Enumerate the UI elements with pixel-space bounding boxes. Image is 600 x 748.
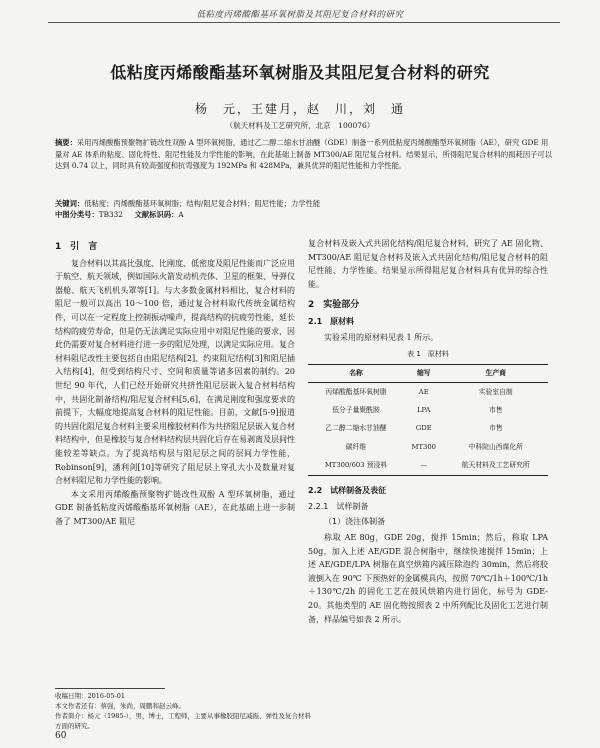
footnote-rule	[55, 688, 165, 689]
intro-paragraph-2-continued: 复合材料及嵌入式共固化结构/阻尼复合材料，研究了 AE 固化物、MT300/AE 阻尼复合材料及嵌入式共固化结构/阻尼复合材料的阻尼性能、力学性能。结果显示所得阻尼复合材料具有优异的综合性能。	[308, 239, 548, 289]
table-cell: GDE	[415, 424, 432, 433]
experimental-heading: 2 实验部分	[308, 300, 360, 311]
table-row	[308, 438, 548, 456]
table-cell: AE	[418, 387, 429, 396]
keywords-block	[55, 198, 552, 220]
materials-table	[308, 364, 548, 476]
footnote-received: 收稿日期：2016-05-01	[55, 692, 125, 700]
keywords-label: 关键词：	[55, 199, 85, 208]
abstract	[55, 137, 552, 172]
abstract-label: 摘要：	[55, 138, 77, 147]
table-cell: 丙烯酸酯基环氧树脂	[325, 387, 387, 396]
affiliation: （航天材料及工艺研究所，北京 100076）	[225, 121, 375, 130]
table-cell: 碳纤维	[345, 442, 367, 451]
raw-materials-heading: 2.1 原材料	[308, 316, 355, 326]
authors: 杨 元，王建月，赵 川，刘 通	[194, 102, 405, 116]
intro-paragraph-1: 复合材料以其高比强度、比刚度、低密度及阻尼性能而广泛应用于航空、航天领域，例如国际火箭发动机壳体、卫星的框架、导弹仪器舱、航天飞机机头罩等[1]。与大多数金属材料相比，复合材料的阻尼一般可以高出 10～100 倍，通过复合材料取代传统金属结构件，可以在一定程度上控制振动噪声，提高结构的抗疲劳性能，延长结构的疲劳寿命，但是仍无法满足实际应用中对阻尼性能的要求，因此仍需要对复合材料进行进一步的阻尼处理，以满足实际应用。复合材料阻尼改性主要包括自由阻尼结构[2]、约束阻尼结构[3]和阻尼插入结构[4]，但受到结构尺寸、空间和质量等诸多因素的制约。20 世纪 90 年代，人们已经开始研究共挤性阻尼层嵌入复合材料结构中，共固化制备结构/阻尼复合材料[5,6]，在满足刚度和强度要求的前提下，大幅度地提高复合材料的阻尼性能。目前，文献[5-9]报道的共固化阻尼复合材料主要采用橡胶材料作为共挤阻尼层嵌入复合材料结构中，但是橡胶与复合材料结构层共固化后存在易剥离及层间性能较差等缺点。为了提高结构层与阻尼层之间的层间力学性能，Robinson[9]，潘利剑[10]等研究了阻尼层上穿孔大小及数量对复合材料阻尼和力学性能的影响。	[55, 258, 295, 486]
preparation-heading: 2.2 试样制备及表征	[308, 486, 387, 496]
table-header: 缩写	[404, 364, 444, 383]
table-cell: 低分子量聚酰胺	[332, 406, 380, 415]
table-header: 名称	[308, 364, 404, 383]
table-cell: MT300/603 预浸料	[308, 457, 404, 476]
table-cell: —	[404, 457, 444, 476]
table-row	[308, 383, 548, 402]
doc-code-label: 文献标识码：	[134, 210, 179, 219]
right-column	[308, 237, 548, 626]
table-cell: 市售	[488, 406, 503, 415]
clc-label: 中图分类号：	[55, 210, 99, 219]
page-number: 60	[55, 731, 67, 741]
table-cell: 乙二醇二缩水甘油醚	[325, 424, 387, 433]
running-head: 低粘度丙烯酸酯基环氧树脂及其阻尼复合材料的研究	[196, 10, 404, 20]
casting-subheading: （1）浇注体制备	[324, 517, 386, 527]
header-rule	[48, 22, 560, 23]
table-cell: MT300	[411, 442, 436, 451]
footnotes	[55, 691, 315, 731]
keywords-text: 低粘度；丙烯酸酯基环氧树脂；结构/阻尼复合材料；阻尼性能；力学性能	[84, 199, 321, 208]
table-cell: 中科院山西煤化所	[468, 442, 523, 451]
abstract-text: 采用丙烯酸酯预聚物扩链改性双酚 A 型环氧树脂，通过乙二醇二缩水甘油醚（GDE）制备一系列低粘度丙烯酸酯型环氧树脂（AE），研究 GDE 用量对 AE 体系的粘度、固化特性、阻尼性能及力学性能的影响，在此基础上制备 MT300/AE 阻尼复合材料。结果显示，所得阻尼复合材料的损耗因子可以达到 0.74 以上，同时具有较高强度和抗弯强度为 192MPa 和 428MPa，兼具优异的阻尼性能和力学性能。	[55, 138, 553, 170]
intro-heading: 1 引 言	[55, 242, 98, 252]
raw-materials-text: 实验采用的原材料见表 1 所示。	[324, 332, 439, 342]
table-cell: 市售	[488, 424, 503, 433]
table-cell: 实验室自制	[478, 387, 513, 396]
table-row	[308, 457, 548, 476]
footnote-author-bio: 作者简介：杨元（1985-），男，博士，工程师，主要从事橡胶阻尼减振、弹性及复合材料方面的研究。	[55, 712, 311, 730]
preparation-text: 称取 AE 80g，GDE 20g，搅拌 15min；然后，称取 LPA 50g，加入上述 AE/GDE 混合树脂中，继续快速搅拌 15min；上述 AE/GDE/LPA 树脂在真空烘箱内减压除泡约 30min，然后将胶液倒入在 90℃ 下预热好的金属模具内，按照 70℃/1h＋100℃/1h＋130℃/2h 的固化工艺在鼓风烘箱内进行固化，标号为 GDE-20。其他类型的 AE 固化物按照表 2 中所列配比及固化工艺进行制备，样品编号如表 2 所示。	[308, 533, 548, 624]
table-cell: 航天材料及工艺研究所	[444, 457, 549, 476]
clc-value: TB332	[98, 210, 123, 219]
footnote-fund: 本文作者还有：蔡强，朱尚，周鹏和赵云峰。	[55, 702, 185, 710]
table-caption: 表 1 原材料	[407, 350, 449, 359]
table-cell: LPA	[417, 406, 431, 415]
left-column	[55, 237, 295, 528]
paper-title: 低粘度丙烯酸酯基环氧树脂及其阻尼复合材料的研究	[110, 63, 490, 82]
table-row	[308, 420, 548, 438]
table-header: 生产商	[444, 364, 549, 383]
table-row	[308, 402, 548, 420]
intro-paragraph-2: 本文采用丙烯酸酯预聚物扩链改性双酚 A 型环氧树脂，通过 GDE 制备低粘度丙烯酸酯基环氧树脂（AE），在此基础上进一步制备了 MT300/AE 阻尼	[55, 489, 295, 526]
sample-prep-subheading: 2.2.1 试样制备	[308, 501, 369, 511]
doc-code-value: A	[178, 210, 184, 219]
